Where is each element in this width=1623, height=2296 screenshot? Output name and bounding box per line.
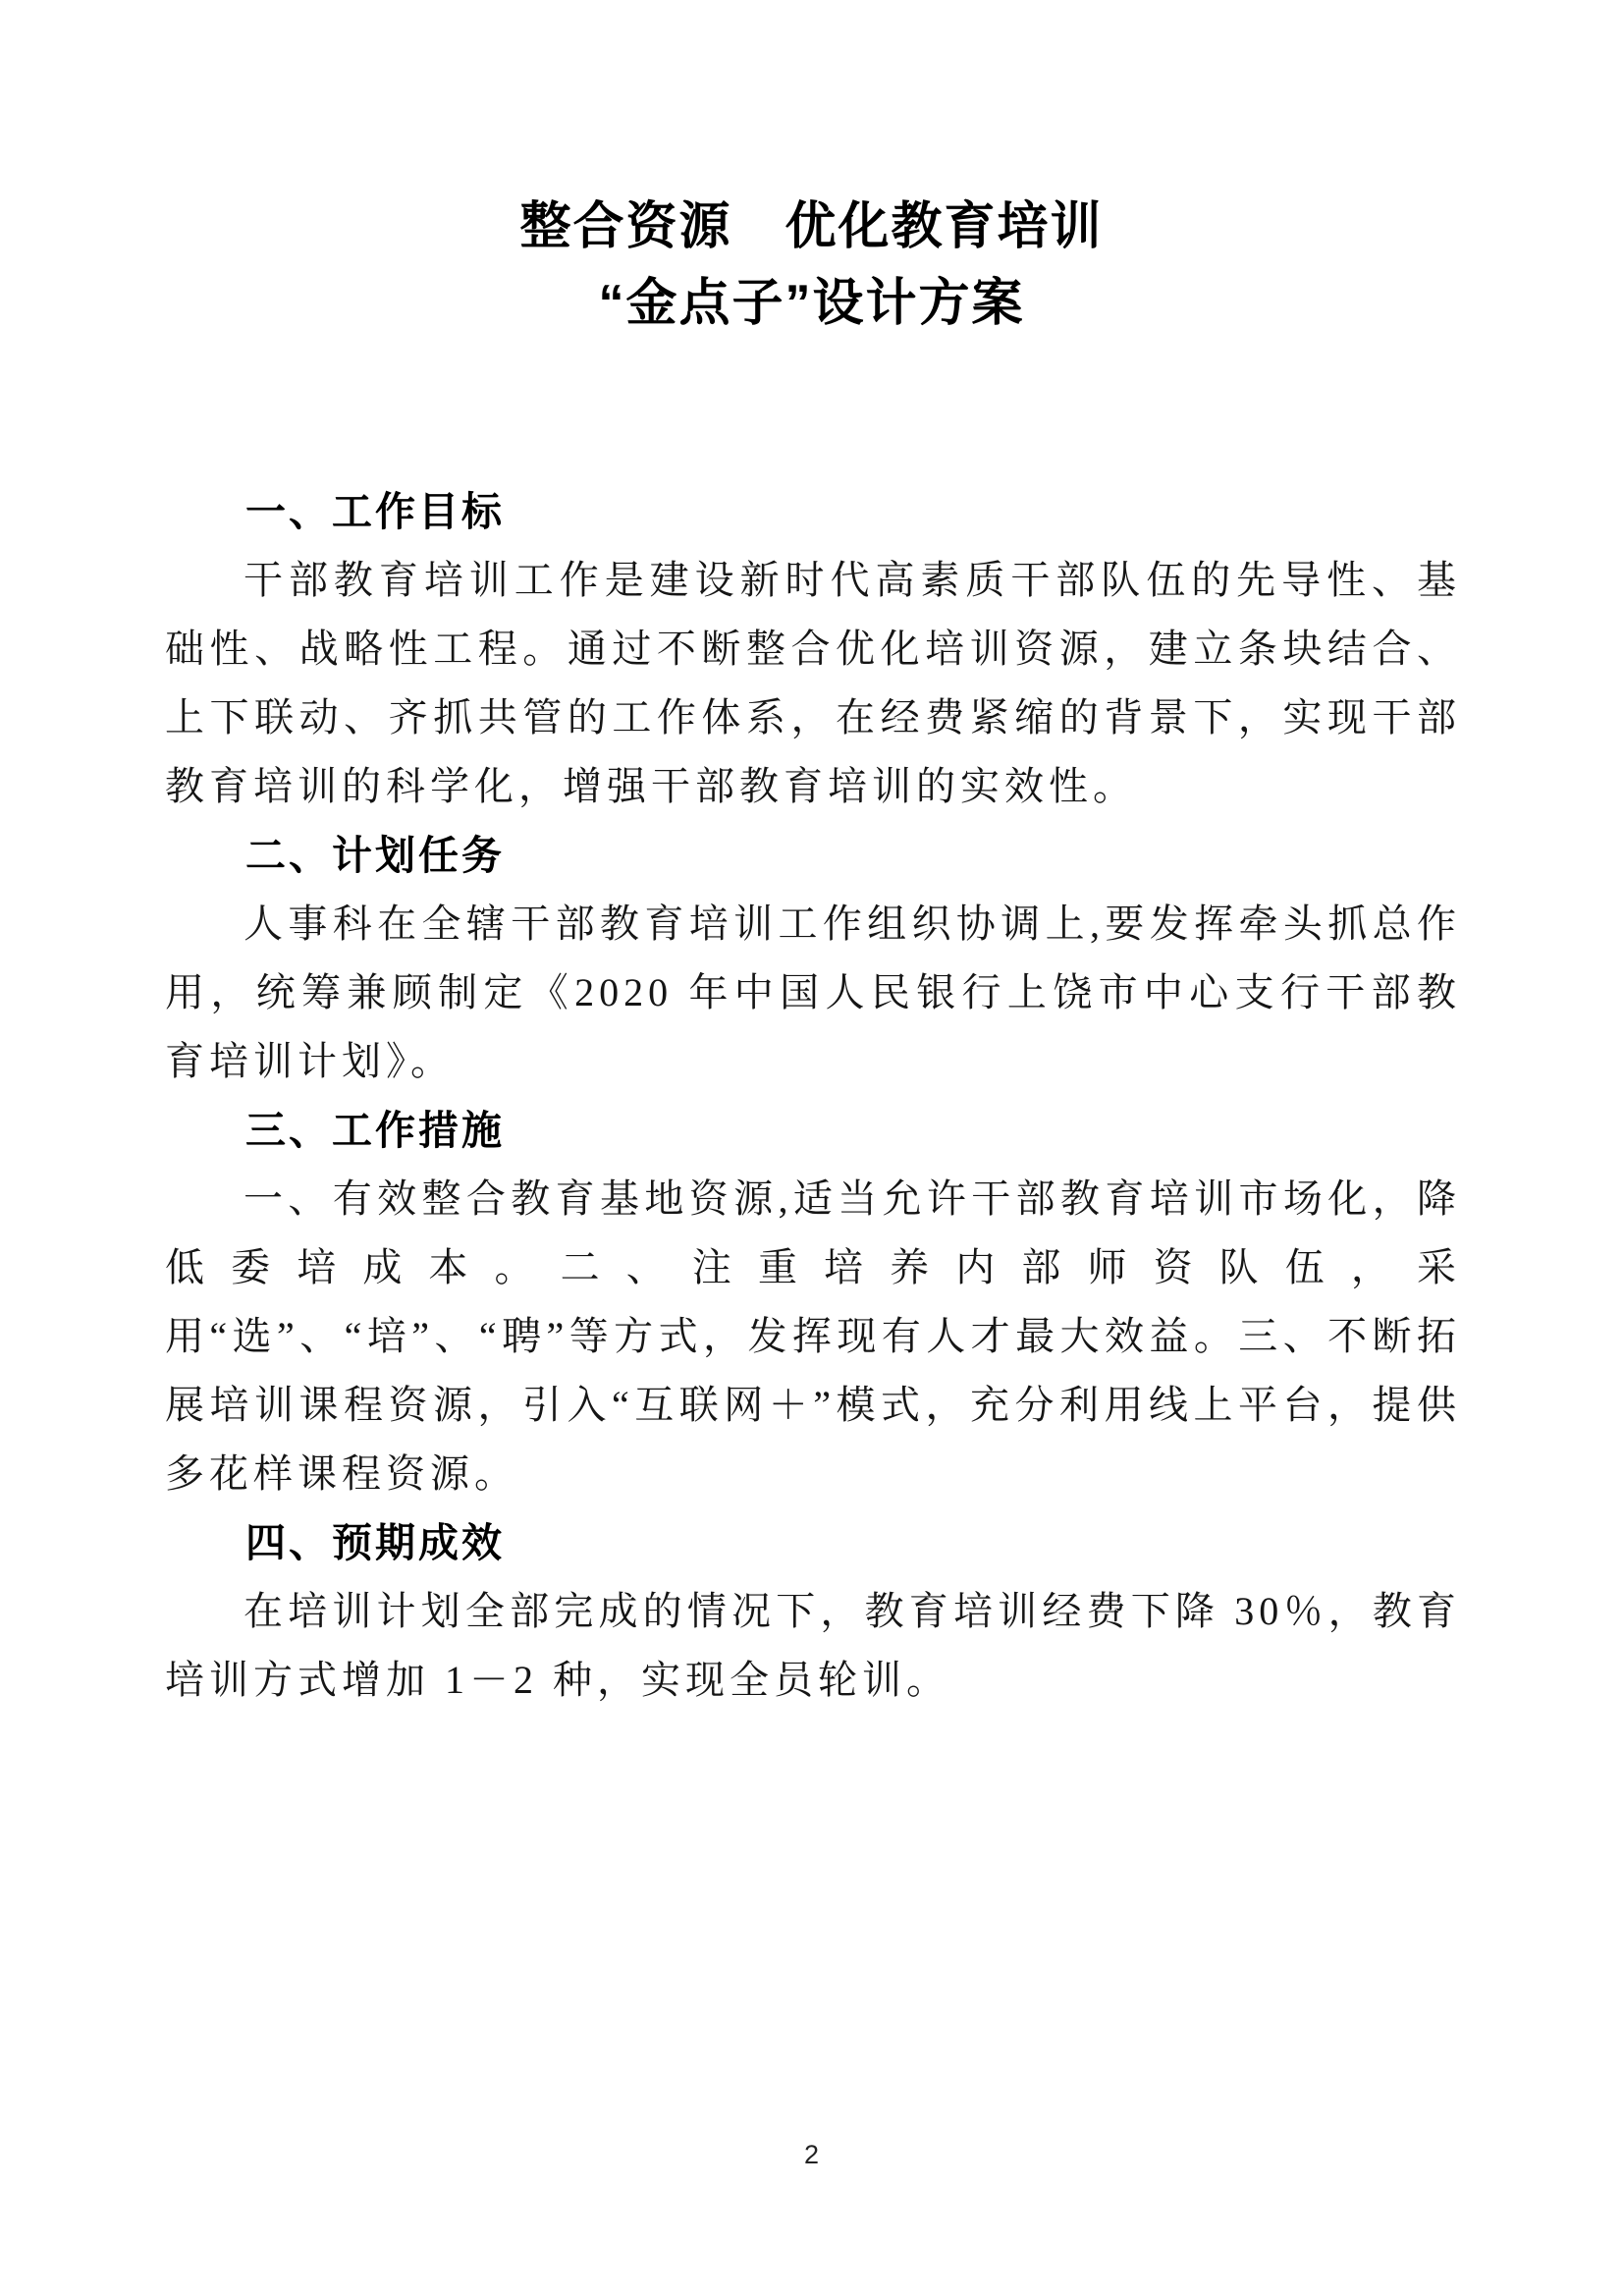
page-number: 2 — [803, 2140, 820, 2169]
title-line-2: “金点子”设计方案 — [598, 275, 1025, 332]
section-4-paragraph: 在培训计划全部完成的情况下，教育培训经费下降 30％，教育培训方式增加 1－2 种，实现全员轮训。 — [165, 1589, 1461, 1702]
section-3-paragraph: 一、有效整合教育基地资源,适当允许干部教育培训市场化，降低委培成本。二、注重培养内部师资队伍，采用“选”、“培”、“聘”等方式，发挥现有人才最大效益。三、不断拓展培训课程资源，引入“互联网＋”模式，充分利用线上平台，提供多花样课程资源。 — [165, 1176, 1461, 1496]
document-title — [0, 0, 1623, 342]
section-1-paragraph: 干部教育培训工作是建设新时代高素质干部队伍的先导性、基础性、战略性工程。通过不断整合优化培训资源，建立条块结合、上下联动、齐抓共管的工作体系，在经费紧缩的背景下，实现干部教育培训的科学化，增强干部教育培训的实效性。 — [165, 558, 1461, 808]
section-2-heading: 二、计划任务 — [245, 833, 505, 878]
section-4-heading: 四、预期成效 — [245, 1520, 505, 1565]
document-body — [165, 477, 1461, 1715]
section-1-heading: 一、工作目标 — [245, 489, 505, 534]
title-line-1: 整合资源 优化教育培训 — [519, 198, 1104, 255]
section-3-heading: 三、工作措施 — [245, 1108, 505, 1153]
section-2-paragraph: 人事科在全辖干部教育培训工作组织协调上,要发挥牵头抓总作用，统筹兼顾制定《2020 年中国人民银行上饶市中心支行干部教育培训计划》。 — [165, 902, 1461, 1083]
